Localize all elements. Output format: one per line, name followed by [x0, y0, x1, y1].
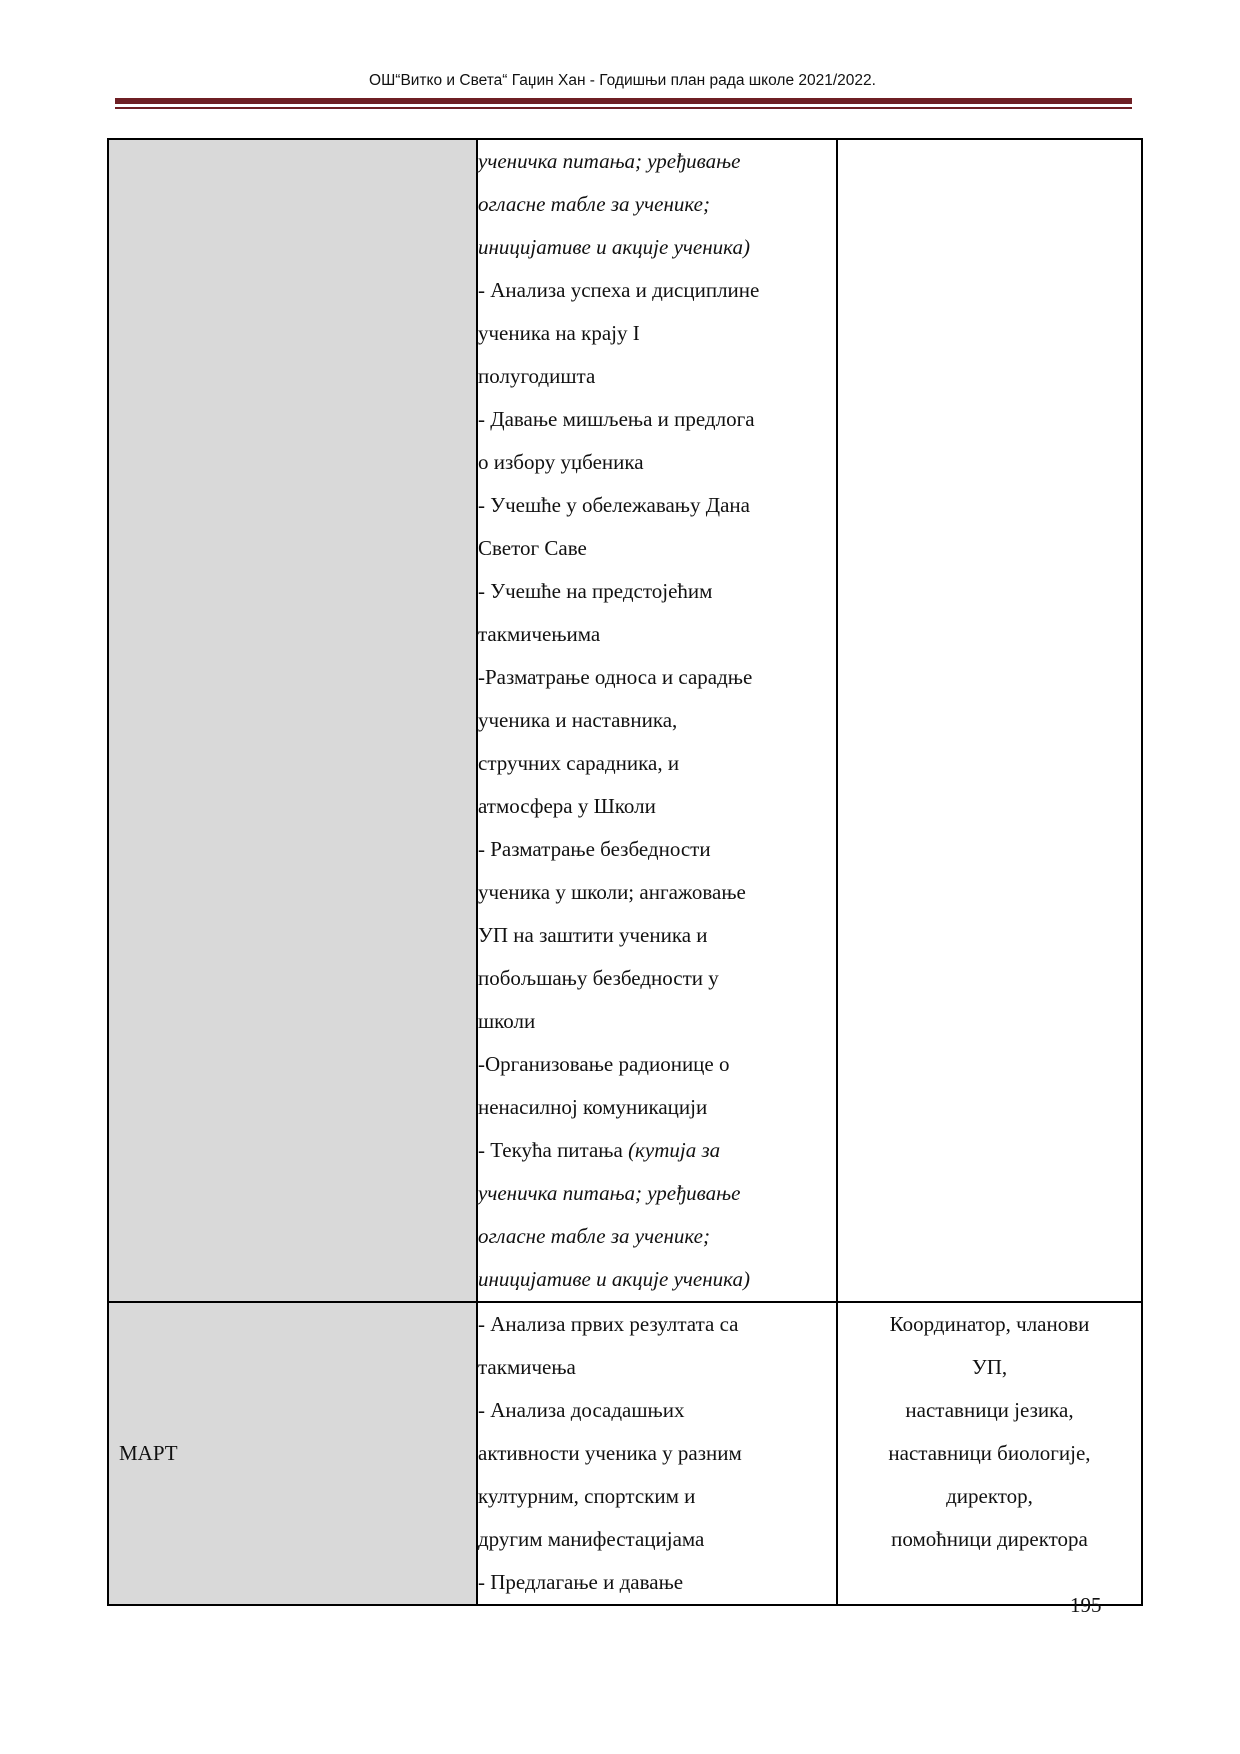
activity-text: -Организовање радионице о — [478, 1052, 730, 1076]
activity-line — [478, 699, 836, 742]
activity-line — [478, 871, 836, 914]
table-row — [108, 139, 1142, 1302]
header-rule-thin — [115, 107, 1132, 109]
activity-line — [478, 312, 836, 355]
activity-line — [478, 140, 836, 183]
activity-line — [478, 914, 836, 957]
activity-line — [478, 1303, 836, 1346]
activity-text: - Разматрање безбедности — [478, 837, 711, 861]
activity-text: УП на заштити ученика и — [478, 923, 708, 947]
activity-line — [478, 1215, 836, 1258]
activity-line — [478, 570, 836, 613]
responsible-line: УП, — [971, 1355, 1008, 1379]
activity-text: - Текућа питања — [478, 1138, 629, 1162]
activity-line — [478, 656, 836, 699]
month-cell: МАРТ — [108, 1302, 477, 1605]
activity-line — [478, 957, 836, 1000]
activity-text: стручних сарадника, и — [478, 751, 680, 775]
activity-text: - Давање мишљења и предлога — [478, 407, 755, 431]
page-number: 195 — [1070, 1593, 1102, 1617]
activity-text: такмичења — [478, 1355, 576, 1379]
activity-text: ученичка питања; уређивање — [478, 1181, 741, 1205]
activity-text: - Предлагање и давање — [478, 1570, 684, 1594]
activity-line — [478, 828, 836, 871]
activity-text: културним, спортским и — [478, 1484, 696, 1508]
activity-text: - Анализа досадашњих — [478, 1398, 685, 1422]
activity-text: полугодишта — [478, 364, 596, 388]
activity-text: - Анализа првих резултата са — [478, 1312, 739, 1336]
activity-line — [478, 527, 836, 570]
activity-text: другим манифестацијама — [478, 1527, 705, 1551]
activity-line — [478, 1346, 836, 1389]
activity-line — [478, 1172, 836, 1215]
activity-line — [478, 398, 836, 441]
responsible-cell — [837, 139, 1142, 1302]
activities-cell — [477, 139, 837, 1302]
activity-text: атмосфера у Школи — [478, 794, 656, 818]
activity-line — [478, 269, 836, 312]
responsible-cell — [837, 1302, 1142, 1605]
activity-line — [478, 1043, 836, 1086]
activities-list — [478, 140, 836, 1301]
responsible-line: Координатор, чланови — [889, 1312, 1090, 1336]
activity-text: ученичка питања; уређивање — [478, 149, 741, 173]
responsible-list — [838, 1303, 1141, 1561]
activity-text: ученика на крају I — [478, 321, 640, 345]
activity-line — [478, 1000, 836, 1043]
activities-list — [478, 1303, 836, 1604]
activity-text: такмичењима — [478, 622, 601, 646]
activity-line — [478, 1389, 836, 1432]
activity-line — [478, 441, 836, 484]
activity-line — [478, 1475, 836, 1518]
activity-line — [478, 1518, 836, 1561]
activity-text: о избору уџбеника — [478, 450, 644, 474]
activity-text: иницијативе и акције ученика) — [478, 1267, 750, 1291]
activity-text: - Учешће у обележавању Дана — [478, 493, 750, 517]
month-cell — [108, 139, 477, 1302]
activities-cell — [477, 1302, 837, 1605]
activity-line — [478, 1561, 836, 1604]
activity-line — [478, 613, 836, 656]
activity-text: (кутија за — [628, 1138, 721, 1162]
activity-line — [478, 1432, 836, 1475]
header-rule-thick — [115, 98, 1132, 104]
activity-text: огласне табле за ученике; — [478, 192, 710, 216]
activity-line — [478, 1086, 836, 1129]
activity-line — [478, 484, 836, 527]
activity-text: активности ученика у разним — [478, 1441, 742, 1465]
activity-text: -Разматрање односа и сарадње — [478, 665, 753, 689]
activity-text: Светог Саве — [478, 536, 587, 560]
activity-plan-table — [107, 138, 1143, 1606]
activity-text: иницијативе и акције ученика) — [478, 235, 750, 259]
activity-text: - Учешће на предстојећим — [478, 579, 713, 603]
activity-line — [478, 355, 836, 398]
table-row — [108, 1302, 1142, 1605]
responsible-line: наставници биологије, — [888, 1441, 1091, 1465]
activity-line — [478, 1258, 836, 1301]
activity-line — [478, 742, 836, 785]
responsible-line: наставници језика, — [905, 1398, 1074, 1422]
responsible-line: директор, — [946, 1484, 1033, 1508]
responsible-line: помоћници директора — [891, 1527, 1088, 1551]
activity-text: ученика и наставника, — [478, 708, 678, 732]
activity-line — [478, 785, 836, 828]
activity-line — [478, 1129, 836, 1172]
activity-text: огласне табле за ученике; — [478, 1224, 710, 1248]
activity-text: школи — [478, 1009, 536, 1033]
activity-text: ненасилној комуникацији — [478, 1095, 708, 1119]
page-header: ОШ“Витко и Света“ Гаџин Хан - Годишњи план рада школе 2021/2022. — [369, 72, 876, 89]
activity-line — [478, 226, 836, 269]
activity-text: побољшању безбедности у — [478, 966, 719, 990]
activity-text: - Анализа успеха и дисциплине — [478, 278, 760, 302]
activity-text: ученика у школи; ангажовање — [478, 880, 746, 904]
activity-line — [478, 183, 836, 226]
